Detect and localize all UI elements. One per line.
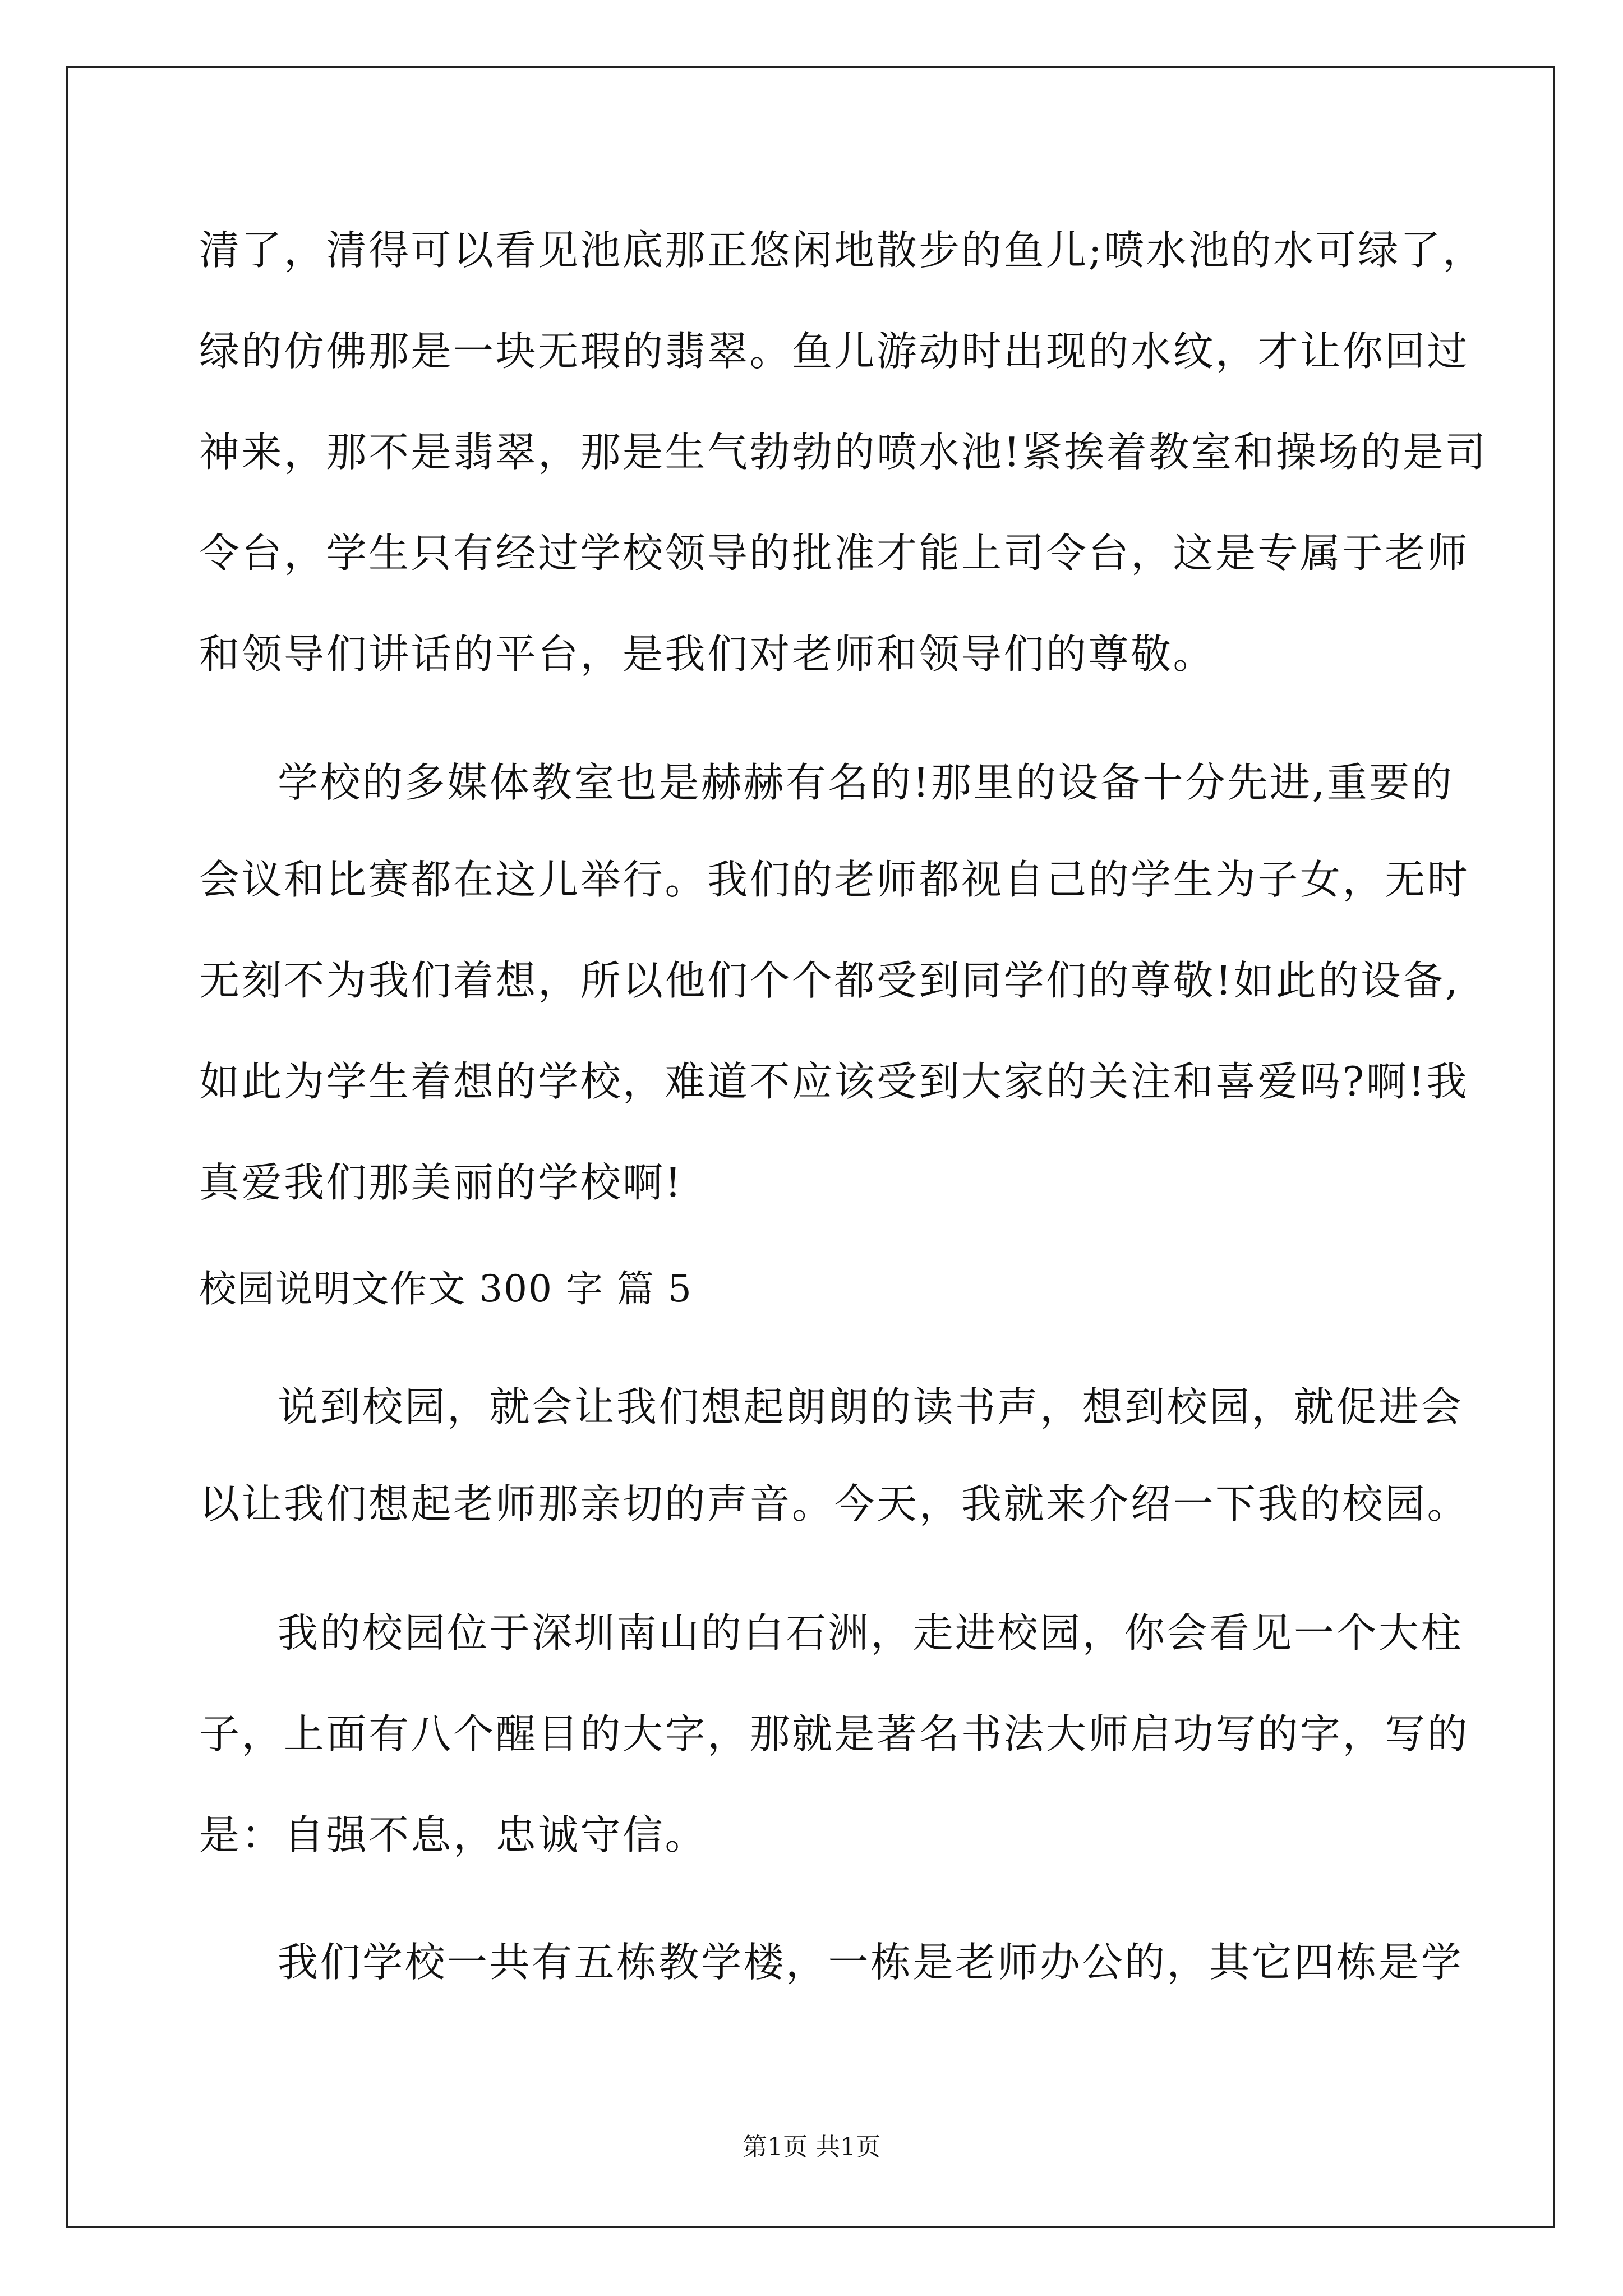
page-number-footer: 第1页 共1页: [743, 2133, 880, 2161]
text-line: 清了，清得可以看见池底那正悠闲地散步的鱼儿;喷水池的水可绿了，: [199, 227, 1485, 274]
text-line: 真爱我们那美丽的学校啊!: [199, 1159, 683, 1206]
text-line: 子，上面有八个醒目的大字，那就是著名书法大师启功写的字，写的: [199, 1710, 1470, 1757]
text-line: 是：自强不息，忠诚守信。: [199, 1811, 708, 1858]
section-heading: 校园说明文作文 300 字 篇 5: [199, 1267, 693, 1310]
paragraph-start-line: 我们学校一共有五栋教学楼，一栋是老师办公的，其它四栋是学: [278, 1939, 1464, 1986]
text-line: 无刻不为我们着想，所以他们个个都受到同学们的尊敬!如此的设备,: [199, 957, 1460, 1004]
text-line: 神来，那不是翡翠，那是生气勃勃的喷水池!紧挨着教室和操场的是司: [199, 429, 1488, 476]
text-line: 以让我们想起老师那亲切的声音。今天，我就来介绍一下我的校园。: [199, 1480, 1470, 1527]
paragraph-start-line: 学校的多媒体教室也是赫赫有名的!那里的设备十分先进,重要的: [278, 759, 1454, 806]
paragraph-start-line: 说到校园，就会让我们想起朗朗的读书声，想到校园，就促进会: [278, 1383, 1464, 1430]
text-line: 令台，学生只有经过学校领导的批准才能上司令台，这是专属于老师: [199, 530, 1470, 577]
text-line: 和领导们讲话的平台，是我们对老师和领导们的尊敬。: [199, 631, 1216, 678]
text-line: 如此为学生着想的学校，难道不应该受到大家的关注和喜爱吗?啊!我: [199, 1058, 1469, 1105]
paragraph-start-line: 我的校园位于深圳南山的白石洲，走进校园，你会看见一个大柱: [278, 1609, 1464, 1657]
text-line: 会议和比赛都在这儿举行。我们的老师都视自己的学生为子女，无时: [199, 856, 1470, 903]
page-border: [66, 66, 1555, 2228]
text-line: 绿的仿佛那是一块无瑕的翡翠。鱼儿游动时出现的水纹，才让你回过: [199, 328, 1470, 375]
